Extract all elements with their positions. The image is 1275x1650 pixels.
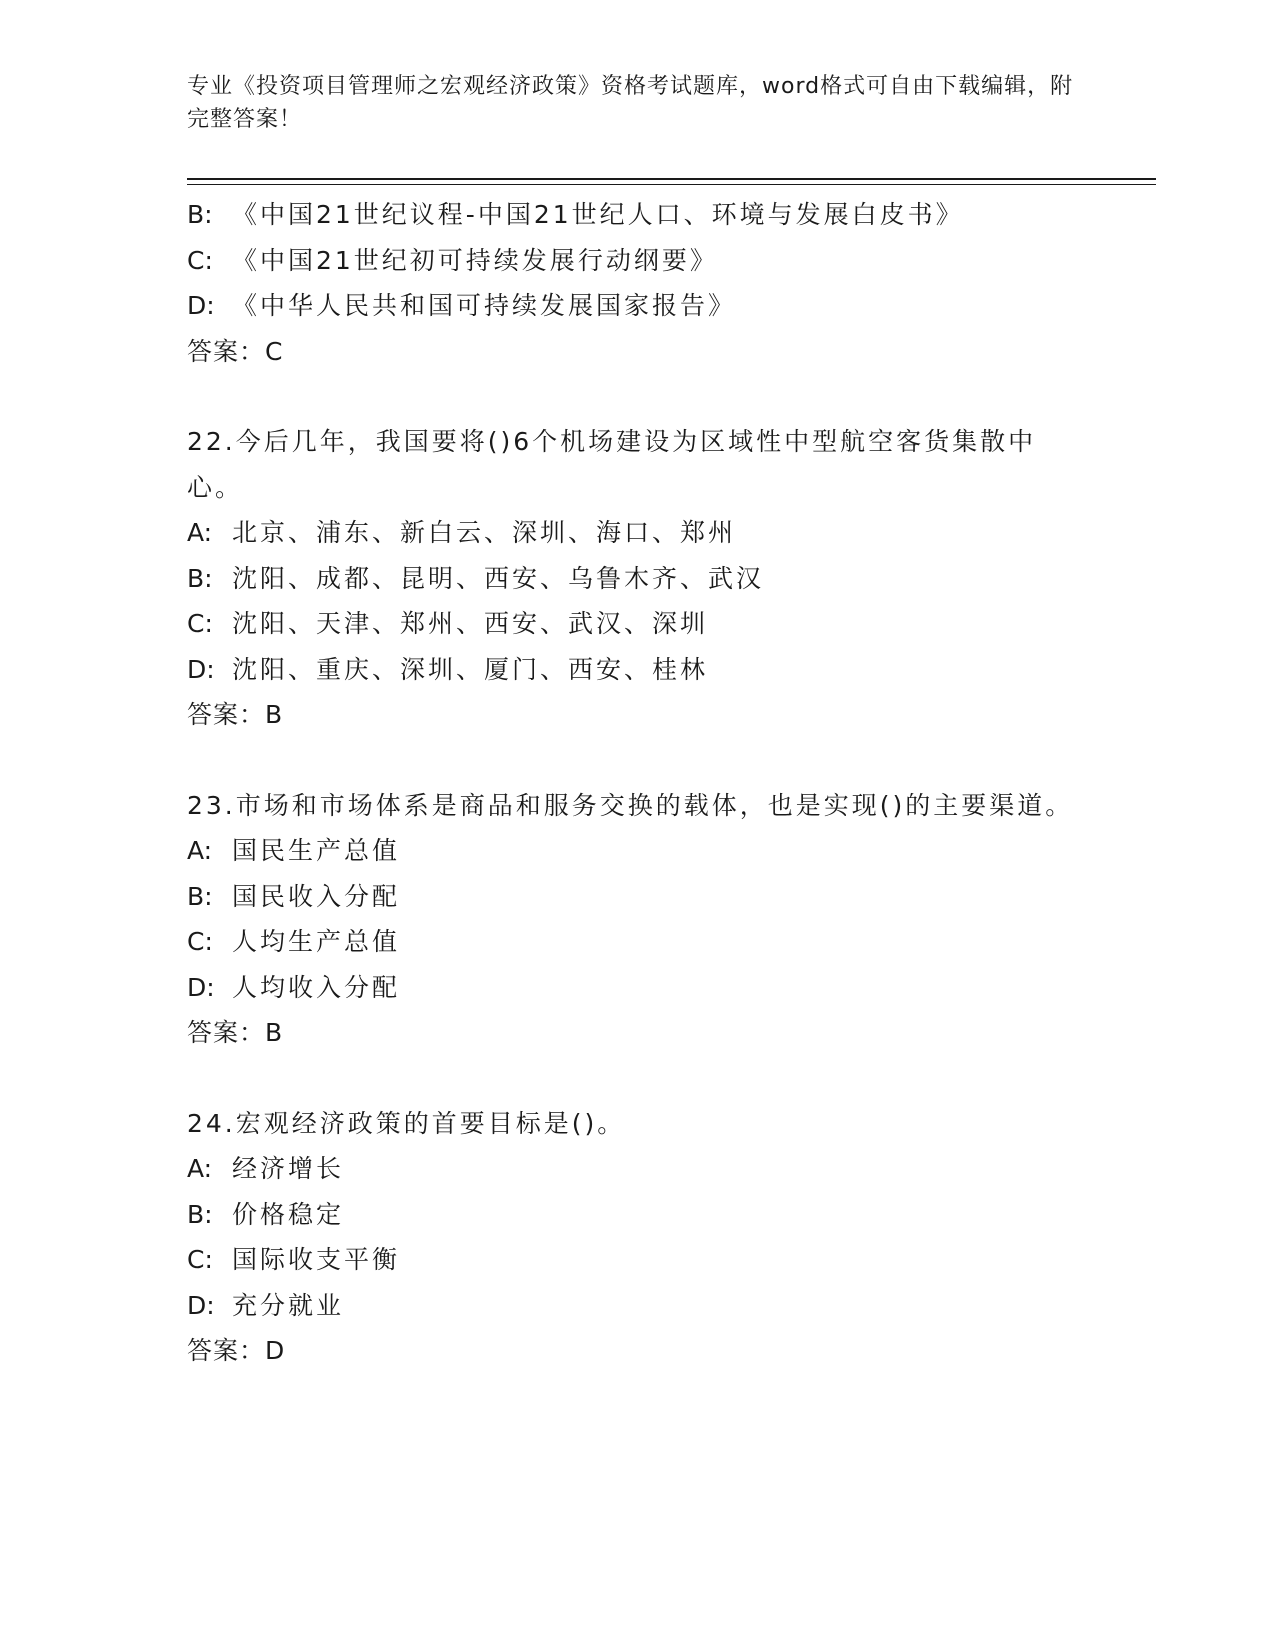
option-a	[187, 1146, 1087, 1192]
option-letter: B:	[187, 881, 213, 911]
option-b	[187, 874, 1087, 920]
option-d	[187, 283, 1087, 329]
option-text: 国际收支平衡	[232, 1245, 401, 1274]
option-text: 人均收入分配	[232, 972, 401, 1002]
question-list	[187, 192, 1087, 1374]
option-text: 国民收入分配	[232, 881, 401, 911]
option-text: 沈阳、天津、郑州、西安、武汉、深圳	[232, 609, 709, 638]
option-text: 价格稳定	[232, 1199, 345, 1229]
option-c	[187, 601, 1087, 647]
option-letter: B:	[187, 200, 213, 229]
document-header: 专业《投资项目管理师之宏观经济政策》资格考试题库，word格式可自由下载编辑，附完整答案！	[187, 74, 1074, 132]
header-rule-thin	[187, 184, 1156, 185]
option-letter: C:	[187, 1245, 213, 1274]
option-text: 沈阳、重庆、深圳、厦门、西安、桂林	[232, 654, 709, 684]
option-letter: D:	[187, 291, 215, 320]
answer-line: 答案：C	[187, 336, 284, 366]
answer-line: 答案：B	[187, 1018, 284, 1047]
option-text: 充分就业	[232, 1290, 345, 1320]
option-letter: A:	[187, 518, 213, 547]
option-letter: C:	[187, 609, 213, 638]
option-text: 《中华人民共和国可持续发展国家报告》	[232, 291, 737, 320]
option-text: 《中国21世纪议程-中国21世纪人口、环境与发展白皮书》	[232, 200, 964, 229]
question-stem: 22.今后几年，我国要将()6个机场建设为区域性中型航空客货集散中心。	[187, 427, 1037, 502]
option-a	[187, 828, 1087, 874]
option-letter: C:	[187, 927, 213, 956]
question-22	[187, 419, 1087, 738]
option-b	[187, 1192, 1087, 1238]
option-letter: D:	[187, 654, 215, 684]
option-b	[187, 556, 1087, 602]
option-d	[187, 647, 1087, 693]
option-d	[187, 1283, 1087, 1329]
option-a	[187, 510, 1087, 556]
option-c	[187, 1237, 1087, 1283]
option-text: 沈阳、成都、昆明、西安、乌鲁木齐、武汉	[232, 563, 765, 593]
option-letter: C:	[187, 245, 213, 275]
option-letter: D:	[187, 1290, 215, 1320]
option-c	[187, 238, 1087, 284]
question-21-tail	[187, 192, 1087, 374]
question-stem: 23.市场和市场体系是商品和服务交换的载体，也是实现()的主要渠道。	[187, 790, 1074, 820]
answer-line: 答案：B	[187, 700, 284, 729]
question-23	[187, 783, 1087, 1056]
option-text: 北京、浦东、新白云、深圳、海口、郑州	[232, 518, 737, 547]
option-letter: B:	[187, 1199, 213, 1229]
option-b	[187, 192, 1087, 238]
option-letter: D:	[187, 972, 215, 1002]
option-letter: A:	[187, 836, 213, 865]
option-letter: B:	[187, 563, 213, 593]
answer-line: 答案：D	[187, 1336, 286, 1365]
option-text: 国民生产总值	[232, 836, 401, 865]
question-stem: 24.宏观经济政策的首要目标是()。	[187, 1108, 626, 1138]
option-letter: A:	[187, 1154, 213, 1183]
option-c	[187, 919, 1087, 965]
option-text: 经济增长	[232, 1154, 345, 1183]
option-text: 《中国21世纪初可持续发展行动纲要》	[232, 245, 718, 275]
question-24	[187, 1101, 1087, 1374]
option-d	[187, 965, 1087, 1011]
option-text: 人均生产总值	[232, 927, 401, 956]
header-rule-thick	[187, 178, 1156, 180]
